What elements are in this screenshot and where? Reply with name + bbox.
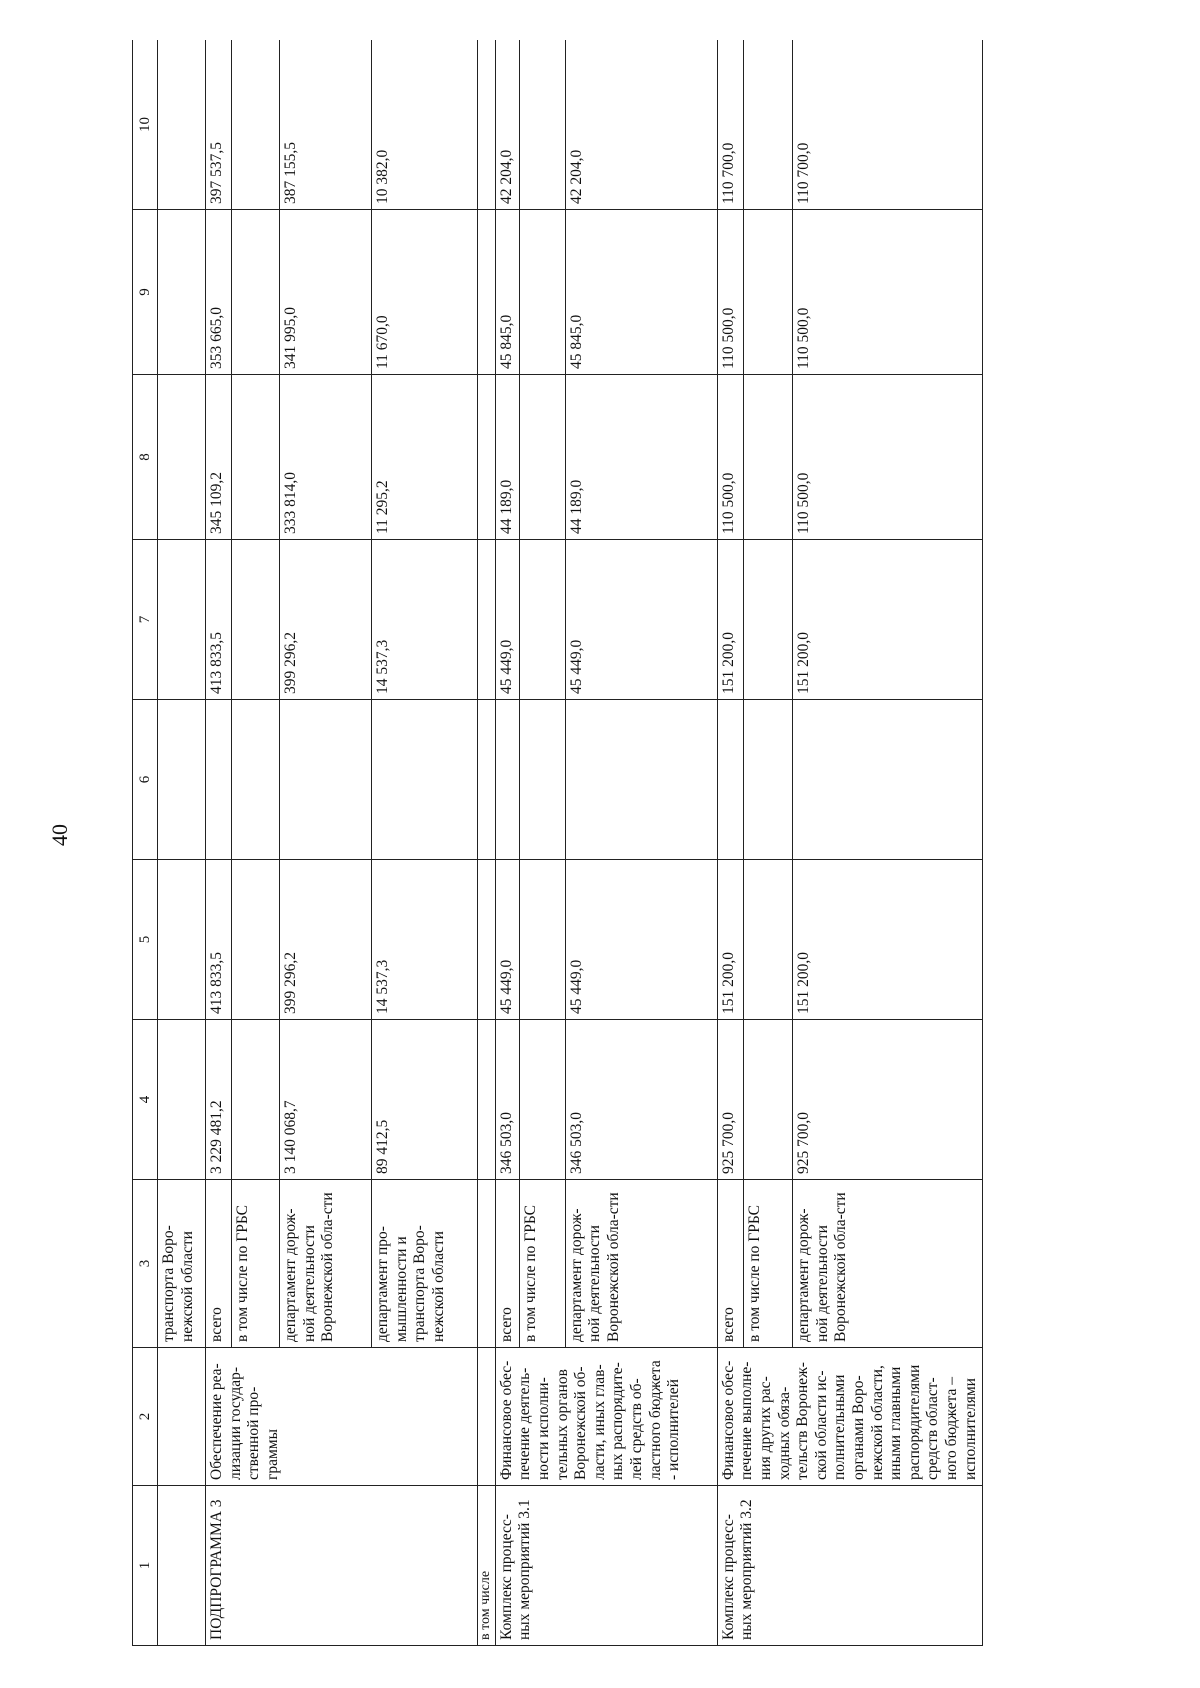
cell-value: 110 700,0 bbox=[717, 40, 743, 210]
cell-executor: в том числе по ГРБС bbox=[743, 1180, 793, 1348]
cell-empty bbox=[158, 1486, 206, 1646]
cell-value bbox=[743, 540, 793, 700]
cell-value: 11 295,2 bbox=[372, 375, 478, 540]
column-number-row bbox=[133, 40, 158, 1646]
cell-value: 11 670,0 bbox=[372, 210, 478, 375]
section-label: в том числе bbox=[478, 1486, 496, 1646]
cell-executor: департамент дорож-ной деятельности Воронежской обла-сти bbox=[793, 1180, 983, 1348]
cell-value bbox=[743, 210, 793, 375]
cell-value bbox=[519, 375, 565, 540]
cell-value: 45 449,0 bbox=[495, 860, 519, 1020]
cell-value: 345 109,2 bbox=[206, 375, 232, 540]
cell-value bbox=[232, 700, 280, 860]
cell-value: 353 665,0 bbox=[206, 210, 232, 375]
cell-empty bbox=[158, 40, 206, 210]
cell-value: 14 537,3 bbox=[372, 860, 478, 1020]
cell-empty bbox=[478, 40, 496, 210]
cell-executor: в том числе по ГРБС bbox=[232, 1180, 280, 1348]
cell-executor: департамент дорож-ной деятельности Воронежской обла-сти bbox=[565, 1180, 717, 1348]
cell-value: 399 296,2 bbox=[280, 860, 372, 1020]
cell-value: 45 845,0 bbox=[495, 210, 519, 375]
cell-value: 42 204,0 bbox=[565, 40, 717, 210]
column-number: 10 bbox=[133, 40, 158, 210]
cell-value: 399 296,2 bbox=[280, 540, 372, 700]
cell-empty bbox=[478, 860, 496, 1020]
cell-value: 45 449,0 bbox=[495, 540, 519, 700]
cell-value: 89 412,5 bbox=[372, 1020, 478, 1180]
column-number: 7 bbox=[133, 540, 158, 700]
table-row bbox=[206, 40, 232, 1646]
cell-value: 341 995,0 bbox=[280, 210, 372, 375]
cell-program-title: Финансовое обес-печение деятель-ности исполни-тельных органов Воронежской об-ласти, иных глав-ных распорядите-лей средств об-ластного бюджета - исполнителей bbox=[495, 1348, 717, 1486]
cell-value: 346 503,0 bbox=[495, 1020, 519, 1180]
cell-value bbox=[280, 700, 372, 860]
cell-value: 110 700,0 bbox=[793, 40, 983, 210]
section-row bbox=[478, 40, 496, 1646]
cell-value bbox=[519, 860, 565, 1020]
cell-value bbox=[565, 700, 717, 860]
cell-empty bbox=[158, 860, 206, 1020]
cell-value: 45 845,0 bbox=[565, 210, 717, 375]
column-number: 5 bbox=[133, 860, 158, 1020]
cell-value: 10 382,0 bbox=[372, 40, 478, 210]
cell-value: 42 204,0 bbox=[495, 40, 519, 210]
column-number: 4 bbox=[133, 1020, 158, 1180]
cell-empty bbox=[478, 1020, 496, 1180]
cell-value bbox=[743, 700, 793, 860]
cell-program-name: Комплекс процесс-ных мероприятий 3.1 bbox=[495, 1486, 717, 1646]
cell-value: 413 833,5 bbox=[206, 540, 232, 700]
cell-empty bbox=[158, 700, 206, 860]
cell-empty bbox=[158, 1020, 206, 1180]
cell-value bbox=[372, 700, 478, 860]
cell-value bbox=[232, 860, 280, 1020]
column-number: 3 bbox=[133, 1180, 158, 1348]
cell-value: 413 833,5 bbox=[206, 860, 232, 1020]
rotated-table-container bbox=[132, 40, 1076, 1646]
cell-empty bbox=[478, 210, 496, 375]
cell-value bbox=[743, 40, 793, 210]
table-row bbox=[717, 40, 743, 1646]
cell-value bbox=[743, 375, 793, 540]
cell-empty bbox=[158, 210, 206, 375]
cell-value: 397 537,5 bbox=[206, 40, 232, 210]
cell-program-title: Обеспечение реа-лизации государ-ственной про-граммы bbox=[206, 1348, 478, 1486]
cell-value bbox=[232, 210, 280, 375]
column-number: 9 bbox=[133, 210, 158, 375]
cell-value: 3 229 481,2 bbox=[206, 1020, 232, 1180]
cell-value: 151 200,0 bbox=[793, 860, 983, 1020]
cell-value bbox=[519, 40, 565, 210]
cell-empty bbox=[158, 375, 206, 540]
cell-program-name: ПОДПРОГРАММА 3 bbox=[206, 1486, 478, 1646]
cell-value: 925 700,0 bbox=[717, 1020, 743, 1180]
cell-value: 151 200,0 bbox=[717, 540, 743, 700]
page-number: 40 bbox=[47, 824, 72, 846]
cell-value bbox=[519, 700, 565, 860]
cell-value bbox=[793, 700, 983, 860]
cell-program-title: Финансовое обес-печение выполне-ния других рас-ходных обяза-тельств Воронеж-ской области ис-полнительными органами Воро-нежской области, иными главными распорядителями средств област-ного бюджета – исполнителями bbox=[717, 1348, 982, 1486]
cell-value: 333 814,0 bbox=[280, 375, 372, 540]
cell-program-name: Комплекс процесс-ных мероприятий 3.2 bbox=[717, 1486, 982, 1646]
cell-value bbox=[743, 860, 793, 1020]
cell-executor: всего bbox=[206, 1180, 232, 1348]
cell-value: 110 500,0 bbox=[717, 375, 743, 540]
cell-value: 110 500,0 bbox=[793, 210, 983, 375]
cell-empty bbox=[158, 1348, 206, 1486]
cell-value: 3 140 068,7 bbox=[280, 1020, 372, 1180]
cell-value: 151 200,0 bbox=[793, 540, 983, 700]
cell-empty bbox=[478, 700, 496, 860]
cell-empty bbox=[478, 1348, 496, 1486]
cell-value: 45 449,0 bbox=[565, 860, 717, 1020]
cell-value: 14 537,3 bbox=[372, 540, 478, 700]
cell-value: 151 200,0 bbox=[717, 860, 743, 1020]
cell-empty bbox=[478, 540, 496, 700]
cell-executor: транспорта Воро-нежской области bbox=[158, 1180, 206, 1348]
cell-executor: всего bbox=[717, 1180, 743, 1348]
cell-value bbox=[519, 540, 565, 700]
column-number: 6 bbox=[133, 700, 158, 860]
cell-value: 44 189,0 bbox=[565, 375, 717, 540]
cell-value bbox=[519, 210, 565, 375]
cell-value: 45 449,0 bbox=[565, 540, 717, 700]
cell-empty bbox=[478, 1180, 496, 1348]
cell-executor: в том числе по ГРБС bbox=[519, 1180, 565, 1348]
cell-value: 110 500,0 bbox=[793, 375, 983, 540]
cell-empty bbox=[158, 540, 206, 700]
cell-value bbox=[232, 540, 280, 700]
cell-value bbox=[206, 700, 232, 860]
cell-value bbox=[495, 700, 519, 860]
budget-table bbox=[132, 40, 983, 1646]
cell-executor: департамент дорож-ной деятельности Воронежской обла-сти bbox=[280, 1180, 372, 1348]
budget-table-frame bbox=[132, 40, 1076, 1646]
cell-value bbox=[717, 700, 743, 860]
cell-value: 387 155,5 bbox=[280, 40, 372, 210]
cell-value: 44 189,0 bbox=[495, 375, 519, 540]
cell-executor: всего bbox=[495, 1180, 519, 1348]
cell-executor: департамент про-мышленности и транспорта Воро-нежской области bbox=[372, 1180, 478, 1348]
cell-value bbox=[232, 1020, 280, 1180]
cell-empty bbox=[478, 375, 496, 540]
cell-value bbox=[232, 375, 280, 540]
cell-value: 925 700,0 bbox=[793, 1020, 983, 1180]
column-number: 8 bbox=[133, 375, 158, 540]
table-row bbox=[495, 40, 519, 1646]
cell-value bbox=[743, 1020, 793, 1180]
column-number: 2 bbox=[133, 1348, 158, 1486]
column-number: 1 bbox=[133, 1486, 158, 1646]
cell-value: 346 503,0 bbox=[565, 1020, 717, 1180]
continued-row bbox=[158, 40, 206, 1646]
cell-value bbox=[232, 40, 280, 210]
cell-value: 110 500,0 bbox=[717, 210, 743, 375]
cell-value bbox=[519, 1020, 565, 1180]
